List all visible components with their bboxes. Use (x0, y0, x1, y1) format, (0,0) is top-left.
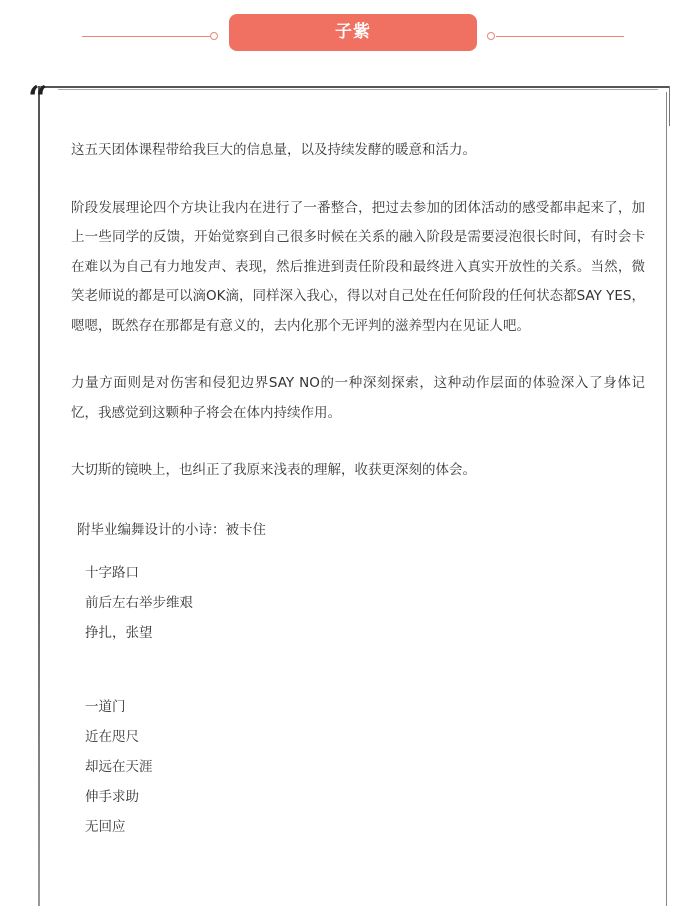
poem-line: 伸手求助 (85, 789, 139, 805)
paragraph-3: 力量方面则是对伤害和侵犯边界SAY NO的一种深刻探索，这种动作层面的体验深入了身体记忆，我感觉到这颗种子将会在体内持续作用。 (71, 375, 645, 421)
poem-stanza-1 (71, 558, 645, 648)
author-title: 子紫 (229, 14, 477, 51)
poem-stanza-2 (71, 692, 645, 842)
header-dot-right (487, 32, 495, 40)
card-border-top (40, 86, 670, 88)
header-dot-left (210, 32, 218, 40)
header-line-right (496, 36, 624, 37)
poem-line: 无回应 (85, 819, 126, 835)
card-border-top-inner (58, 89, 658, 90)
card-border-right-outer (669, 86, 670, 126)
poem-line: 十字路口 (85, 565, 139, 581)
quote-icon: “ (28, 79, 48, 119)
header (0, 0, 700, 70)
poem-line: 挣扎，张望 (85, 625, 153, 641)
paragraph-2: 阶段发展理论四个方块让我内在进行了一番整合，把过去参加的团体活动的感受都串起来了，加上一些同学的反馈，开始觉察到自己很多时候在关系的融入阶段是需要浸泡很长时间，有时会卡在难以为自己有力地发声、表现，然后推进到责任阶段和最终进入真实开放性的关系。当然，微笑老师说的都是可以滴OK滴，同样深入我心，得以对自己处在任何阶段的任何状态都SAY YES，嗯嗯，既然存在那都是有意义的，去内化那个无评判的滋养型内在见证人吧。 (71, 199, 645, 334)
poem-line: 近在咫尺 (85, 729, 139, 745)
paragraph-1: 这五天团体课程带给我巨大的信息量，以及持续发酵的暖意和活力。 (71, 142, 476, 158)
paragraph-4: 大切斯的镜映上，也纠正了我原来浅表的理解，收获更深刻的体会。 (71, 462, 476, 478)
header-line-left (82, 36, 210, 37)
article-body (71, 136, 645, 842)
poem-line: 一道门 (85, 699, 126, 715)
card-border-right (666, 92, 667, 906)
poem-line: 却远在天涯 (85, 759, 153, 775)
poem-title: 附毕业编舞设计的小诗：被卡住 (77, 521, 266, 538)
card-border-left (38, 86, 40, 906)
poem-line: 前后左右举步维艰 (85, 595, 193, 611)
